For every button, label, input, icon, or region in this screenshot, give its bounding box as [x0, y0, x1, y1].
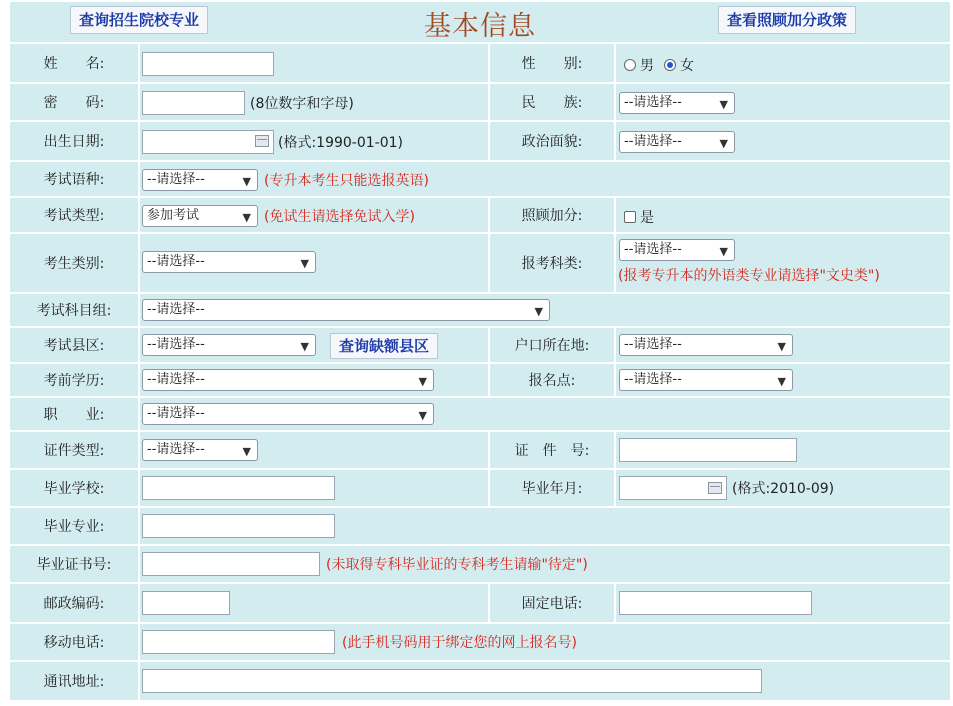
ethnicity-select[interactable]: [619, 92, 735, 114]
candidate-category-label: 考生类别:: [43, 256, 105, 272]
political-label: 政治面貌:: [521, 134, 583, 150]
occupation-label: 职 业:: [43, 407, 105, 423]
page-title: 基本信息: [424, 11, 536, 42]
row-name: [10, 42, 950, 82]
subject-category-label: 报考科类:: [521, 256, 583, 272]
id-type-select[interactable]: [142, 439, 258, 461]
id-type-label: 证件类型:: [43, 443, 105, 459]
name-input[interactable]: [142, 52, 274, 76]
hukou-select[interactable]: [619, 334, 793, 356]
bonus-label: 照顾加分:: [521, 208, 583, 224]
mobile-label: 移动电话:: [43, 635, 105, 651]
row-major: [10, 506, 950, 544]
row-exam-type: [10, 196, 950, 232]
mobile-input[interactable]: [142, 630, 335, 654]
id-type-value: --请选择--: [147, 442, 205, 457]
bonus-group: [624, 207, 654, 227]
gender-female-radio[interactable]: [664, 59, 676, 71]
gender-group: [624, 55, 694, 75]
registration-point-value: --请选择--: [624, 372, 682, 387]
registration-point-select[interactable]: [619, 369, 793, 391]
political-value: --请选择--: [624, 134, 682, 149]
id-number-input[interactable]: [619, 438, 797, 462]
diploma-label: 毕业证书号:: [36, 557, 112, 573]
gender-male-label: 男: [640, 58, 654, 74]
chevron-down-icon: ▼: [719, 98, 728, 111]
occupation-value: --请选择--: [147, 406, 205, 421]
gender-male-radio[interactable]: [624, 59, 636, 71]
row-postal: [10, 582, 950, 622]
exam-type-select[interactable]: [142, 205, 258, 227]
calendar-icon[interactable]: [255, 135, 269, 147]
exam-language-select[interactable]: [142, 169, 258, 191]
view-bonus-policy-button[interactable]: 查看照顾加分政策: [718, 6, 856, 34]
candidate-category-select[interactable]: [142, 251, 316, 273]
name-label: 姓 名:: [43, 56, 105, 72]
subject-category-select[interactable]: [619, 239, 735, 261]
hukou-value: --请选择--: [624, 337, 682, 352]
exam-language-label: 考试语种:: [43, 172, 105, 188]
query-schools-button[interactable]: 查询招生院校专业: [70, 6, 208, 34]
exam-language-hint: (专升本考生只能选报英语): [264, 173, 429, 189]
gender-female-label: 女: [680, 58, 694, 74]
subject-group-value: --请选择--: [147, 302, 205, 317]
candidate-category-value: --请选择--: [147, 254, 205, 269]
chevron-down-icon: ▼: [534, 305, 543, 318]
chevron-down-icon: ▼: [719, 137, 728, 150]
birthdate-hint: (格式:1990-01-01): [278, 135, 404, 151]
row-birthdate: [10, 120, 950, 160]
grad-date-hint: (格式:2010-09): [732, 481, 835, 497]
exam-county-value: --请选择--: [147, 337, 205, 352]
chevron-down-icon: ▼: [719, 245, 728, 258]
subject-category-value: --请选择--: [624, 242, 682, 257]
exam-language-value: --请选择--: [147, 172, 205, 187]
bonus-checkbox-label: 是: [640, 210, 654, 226]
row-occupation: [10, 396, 950, 430]
political-select[interactable]: [619, 131, 735, 153]
major-input[interactable]: [142, 514, 335, 538]
form-header: [10, 2, 950, 42]
chevron-down-icon: ▼: [242, 175, 251, 188]
password-hint: (8位数字和字母): [250, 96, 354, 112]
postal-code-label: 邮政编码:: [43, 596, 105, 612]
birthdate-label: 出生日期:: [43, 134, 105, 150]
exam-type-value: 参加考试: [147, 208, 200, 223]
diploma-hint: (未取得专科毕业证的专科考生请输"待定"): [326, 557, 588, 573]
row-diploma: [10, 544, 950, 582]
row-id: [10, 430, 950, 468]
row-password: [10, 82, 950, 120]
hukou-label: 户口所在地:: [514, 338, 590, 354]
ethnicity-value: --请选择--: [624, 95, 682, 110]
password-input[interactable]: [142, 91, 245, 115]
bonus-checkbox[interactable]: [624, 211, 636, 223]
chevron-down-icon: ▼: [242, 445, 251, 458]
major-label: 毕业专业:: [43, 519, 105, 535]
chevron-down-icon: ▼: [418, 375, 427, 388]
exam-county-label: 考试县区:: [43, 338, 105, 354]
education-label: 考前学历:: [43, 373, 105, 389]
school-label: 毕业学校:: [43, 481, 105, 497]
row-address: [10, 660, 950, 700]
subject-group-select[interactable]: [142, 299, 550, 321]
postal-code-input[interactable]: [142, 591, 230, 615]
education-select[interactable]: [142, 369, 434, 391]
chevron-down-icon: ▼: [242, 211, 251, 224]
chevron-down-icon: ▼: [300, 340, 309, 353]
password-label: 密 码:: [43, 95, 105, 111]
gender-label: 性 别:: [521, 56, 583, 72]
exam-county-select[interactable]: [142, 334, 316, 356]
chevron-down-icon: ▼: [300, 257, 309, 270]
address-input[interactable]: [142, 669, 762, 693]
row-candidate-category: [10, 232, 950, 292]
diploma-input[interactable]: [142, 552, 320, 576]
grad-date-label: 毕业年月:: [521, 481, 583, 497]
row-exam-language: [10, 160, 950, 196]
row-mobile: [10, 622, 950, 660]
row-education: [10, 362, 950, 396]
landline-label: 固定电话:: [521, 596, 583, 612]
query-vacant-counties-button[interactable]: 查询缺额县区: [330, 333, 438, 359]
registration-point-label: 报名点:: [528, 373, 576, 389]
subject-group-label: 考试科目组:: [36, 303, 112, 319]
education-value: --请选择--: [147, 372, 205, 387]
row-exam-county: [10, 326, 950, 362]
mobile-hint: (此手机号码用于绑定您的网上报名号): [342, 635, 577, 651]
calendar-icon[interactable]: [708, 482, 722, 494]
exam-type-hint: (免试生请选择免试入学): [264, 209, 415, 225]
row-school: [10, 468, 950, 506]
address-label: 通讯地址:: [43, 674, 105, 690]
chevron-down-icon: ▼: [777, 340, 786, 353]
landline-input[interactable]: [619, 591, 812, 615]
id-number-label: 证 件 号:: [514, 443, 590, 459]
exam-type-label: 考试类型:: [43, 208, 105, 224]
ethnicity-label: 民 族:: [521, 95, 583, 111]
row-subject-group: [10, 292, 950, 326]
chevron-down-icon: ▼: [777, 375, 786, 388]
chevron-down-icon: ▼: [418, 409, 427, 422]
subject-category-hint: (报考专升本的外语类专业请选择"文史类"): [618, 268, 880, 284]
school-input[interactable]: [142, 476, 335, 500]
occupation-select[interactable]: [142, 403, 434, 425]
